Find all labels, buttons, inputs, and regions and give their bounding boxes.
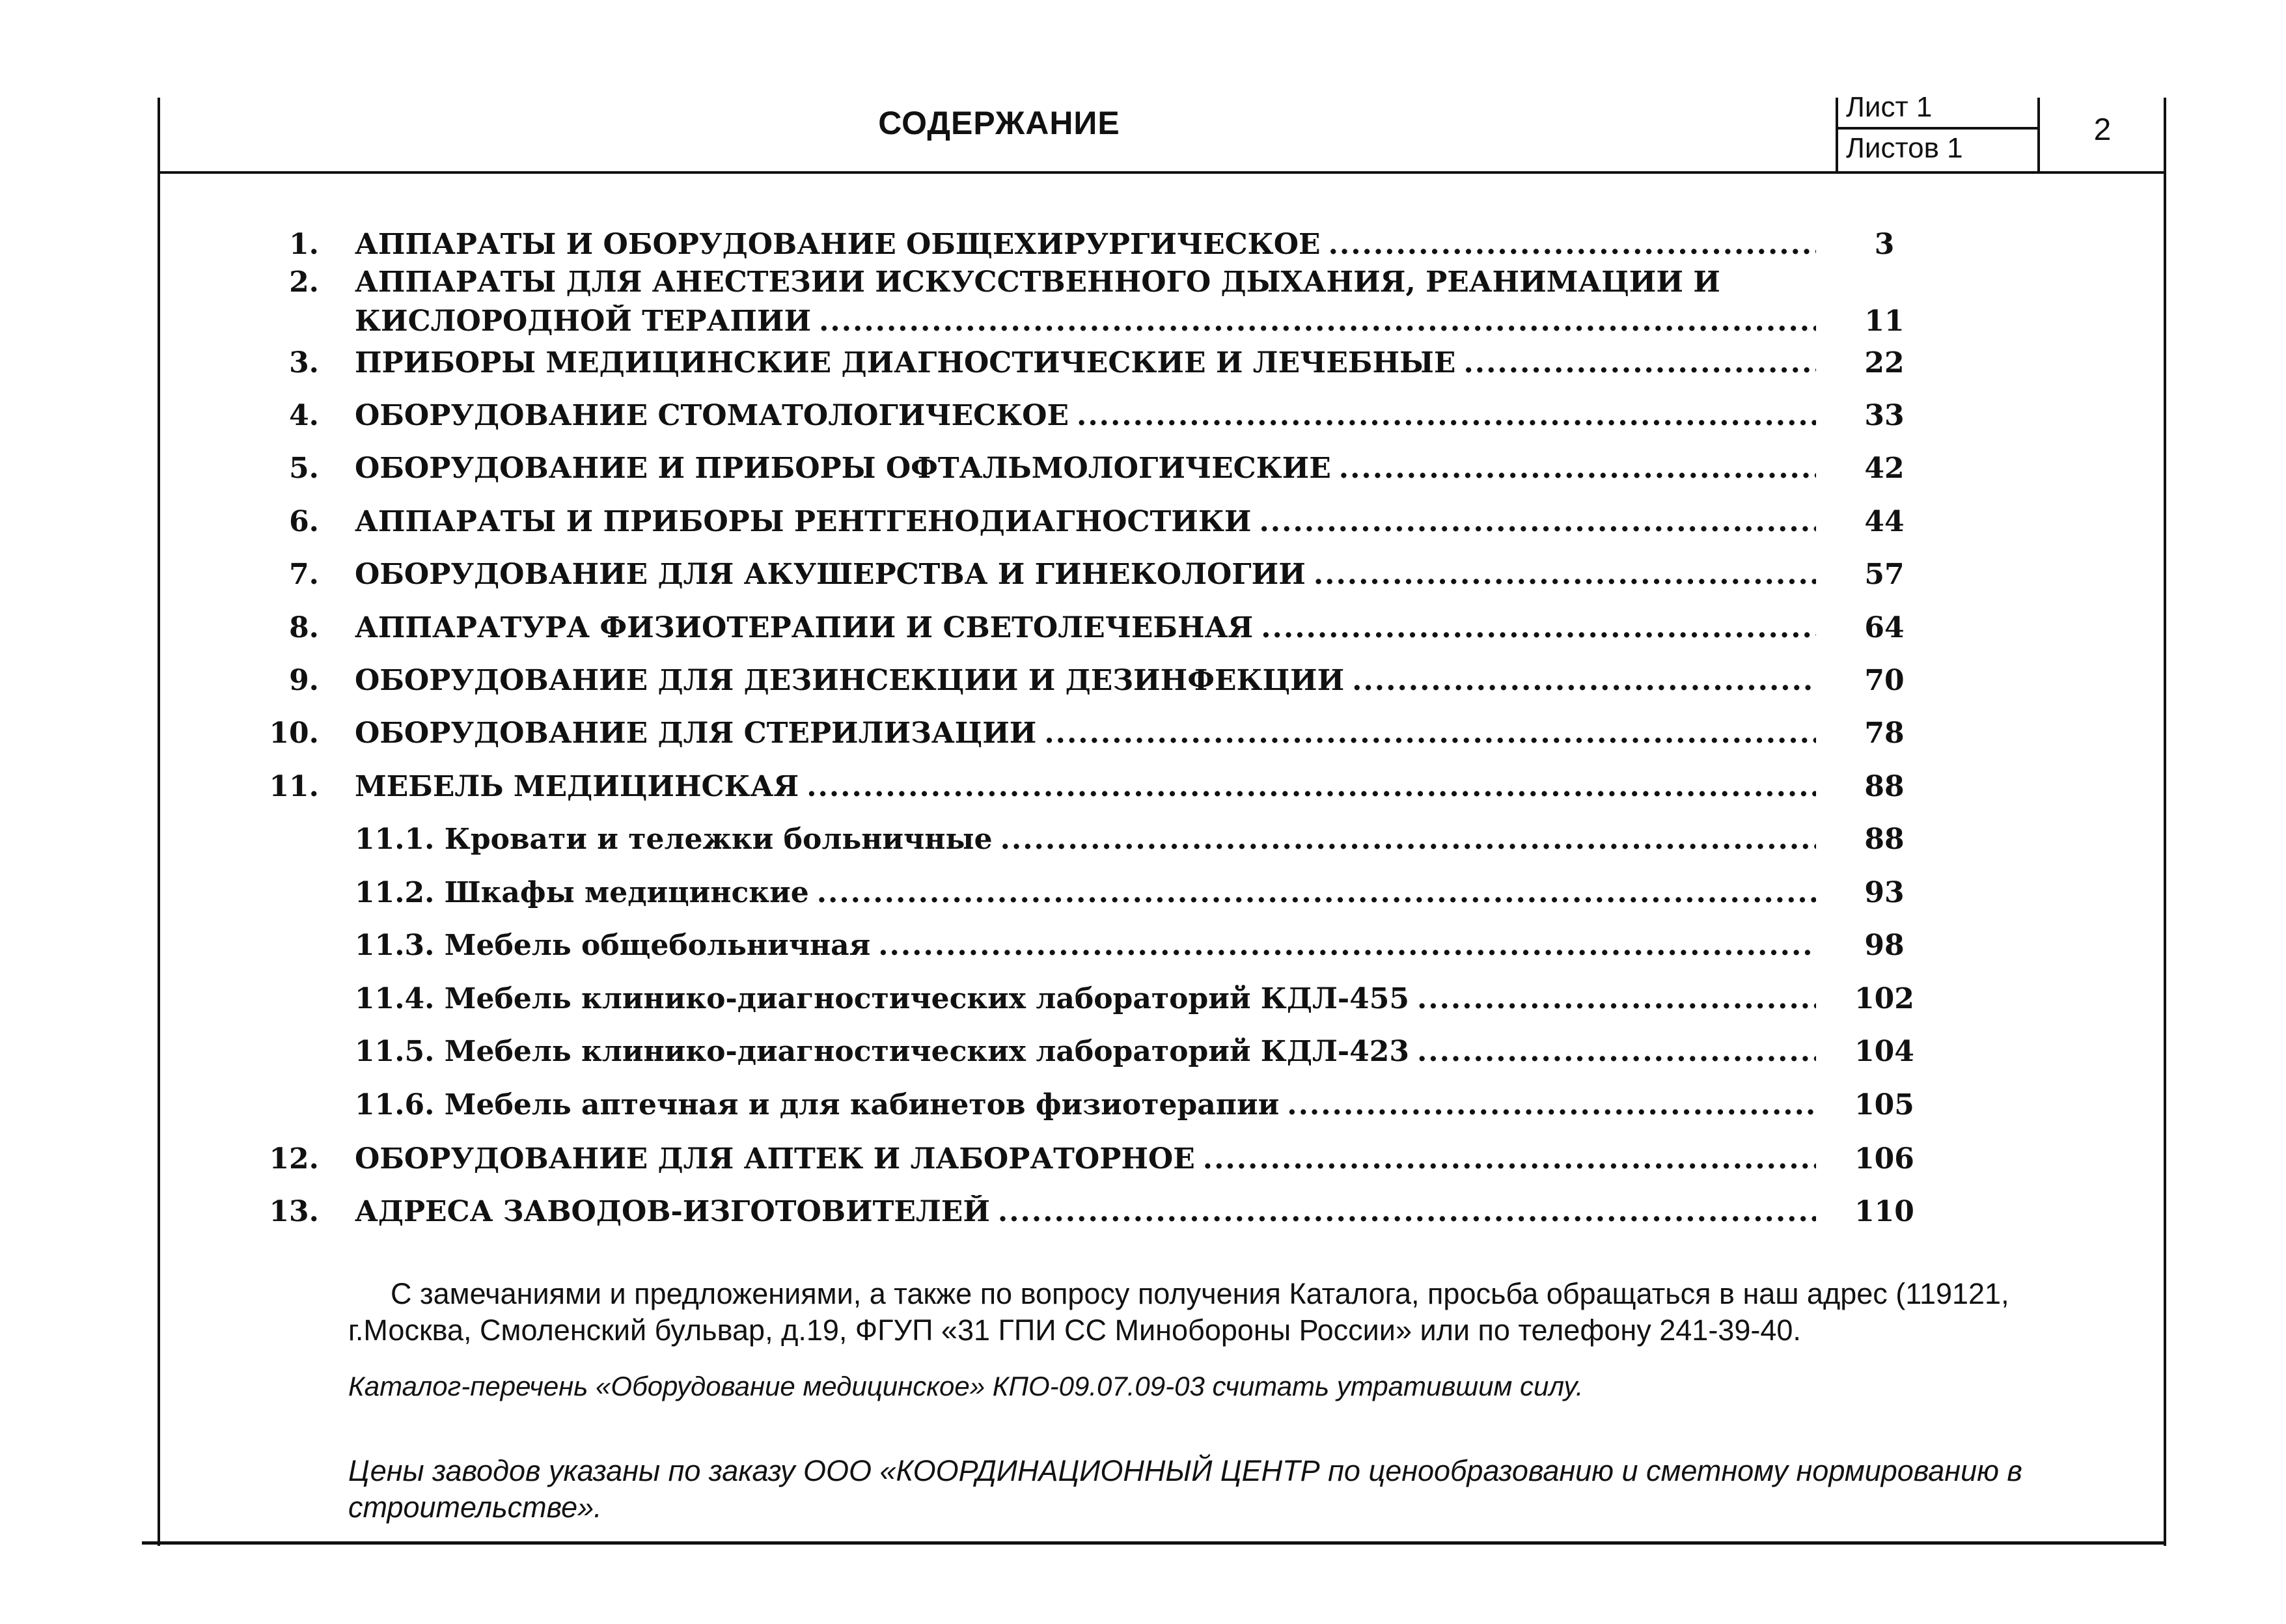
toc-item-title: ОБОРУДОВАНИЕ И ПРИБОРЫ ОФТАЛЬМОЛОГИЧЕСКИЕ — [355, 452, 1331, 485]
sheet-label: Лист 1 — [1846, 91, 1933, 123]
toc-item-page: 110 — [1854, 1195, 1914, 1228]
toc-item-title: ОБОРУДОВАНИЕ ДЛЯ АКУШЕРСТВА И ГИНЕКОЛОГИИ — [355, 558, 1306, 591]
toc-item-page: 98 — [1864, 929, 1905, 962]
toc-item-page: 70 — [1864, 664, 1905, 697]
toc-item-page: 88 — [1864, 823, 1905, 856]
toc-item-page: 22 — [1864, 346, 1905, 379]
toc-item-title: ОБОРУДОВАНИЕ СТОМАТОЛОГИЧЕСКОЕ — [355, 399, 1069, 432]
toc-item-2 — [247, 266, 1953, 350]
toc-item-6 — [247, 505, 1953, 551]
prices-note-line2: строительстве». — [348, 1491, 602, 1524]
dot-leader — [1203, 1142, 1816, 1176]
toc-item-9 — [247, 664, 1953, 709]
toc-item-title: МЕБЕЛЬ МЕДИЦИНСКАЯ — [355, 770, 799, 803]
toc-item-title: АППАРАТУРА ФИЗИОТЕРАПИИ И СВЕТОЛЕЧЕБНАЯ — [355, 611, 1254, 644]
toc-item-title: 11.2. Шкафы медицинские — [355, 876, 809, 909]
toc-item-title: 11.4. Мебель клинико-диагностических лабораторий КДЛ-455 — [355, 982, 1409, 1015]
toc-item-page: 104 — [1854, 1035, 1914, 1068]
toc-item-title: ОБОРУДОВАНИЕ ДЛЯ СТЕРИЛИЗАЦИИ — [355, 717, 1037, 750]
toc-item-title: ПРИБОРЫ МЕДИЦИНСКИЕ ДИАГНОСТИЧЕСКИЕ И ЛЕЧЕБНЫЕ — [355, 346, 1456, 379]
stamp-middle-divider — [1836, 127, 2039, 130]
toc-item-number: 13. — [269, 1195, 319, 1228]
dot-leader — [1314, 558, 1816, 591]
toc-item-number: 7. — [289, 558, 319, 591]
toc-item-4 — [247, 399, 1953, 445]
toc-item-title: АППАРАТЫ И ОБОРУДОВАНИЕ ОБЩЕХИРУРГИЧЕСКОЕ — [355, 228, 1321, 261]
dot-leader — [819, 305, 1816, 338]
toc-item-page: 102 — [1854, 982, 1914, 1015]
dot-leader — [1463, 346, 1816, 379]
toc-item-12 — [247, 1142, 1953, 1188]
dot-leader — [1261, 611, 1816, 644]
toc-item-number: 6. — [289, 505, 319, 538]
toc-subitem-11-1 — [247, 823, 1953, 868]
toc-item-title: 11.5. Мебель клинико-диагностических лабораторий КДЛ-423 — [355, 1035, 1409, 1068]
toc-item-page: 11 — [1864, 305, 1905, 338]
dot-leader — [1417, 982, 1816, 1015]
toc-item-page: 78 — [1864, 717, 1905, 750]
toc-item-page: 105 — [1854, 1088, 1914, 1122]
toc-item-page: 106 — [1854, 1142, 1914, 1176]
toc-subitem-11-5 — [247, 1035, 1953, 1080]
dot-leader — [1329, 228, 1816, 261]
prices-note-line1: Цены заводов указаны по заказу ООО «КООРДИНАЦИОННЫЙ ЦЕНТР по ценообразованию и сметному нормированию в — [348, 1454, 2022, 1487]
toc-item-title: 11.6. Мебель аптечная и для кабинетов физиотерапии — [355, 1088, 1280, 1122]
toc-subitem-11-2 — [247, 876, 1953, 922]
dot-leader — [817, 876, 1816, 909]
obsolete-catalog-note: Каталог-перечень «Оборудование медицинское» КПО-09.07.09-03 считать утратившим силу. — [348, 1371, 1584, 1401]
toc-item-page: 88 — [1864, 770, 1905, 803]
toc-item-page: 44 — [1864, 505, 1905, 538]
frame-bottom-border — [142, 1541, 2166, 1545]
toc-item-page: 64 — [1864, 611, 1905, 644]
toc-item-number: 10. — [269, 717, 319, 750]
dot-leader — [806, 770, 1816, 803]
toc-item-number: 1. — [289, 228, 319, 261]
page-number: 2 — [2093, 113, 2112, 147]
dot-leader — [1417, 1035, 1816, 1068]
toc-item-number: 8. — [289, 611, 319, 644]
toc-item-10 — [247, 717, 1953, 762]
dot-leader — [998, 1195, 1816, 1228]
page-title: СОДЕРЖАНИЕ — [878, 105, 1120, 141]
toc-item-number: 9. — [289, 664, 319, 697]
dot-leader — [1077, 399, 1816, 432]
contact-note-line1: С замечаниями и предложениями, а также по вопросу получения Каталога, просьба обращаться в наш адрес (119121, — [391, 1277, 2009, 1310]
dot-leader — [1339, 452, 1816, 485]
toc-item-title-line1: АППАРАТЫ ДЛЯ АНЕСТЕЗИИ ИСКУССТВЕННОГО ДЫХАНИЯ, РЕАНИМАЦИИ И — [355, 266, 1720, 299]
toc-item-7 — [247, 558, 1953, 603]
toc-item-11 — [247, 770, 1953, 816]
toc-item-page: 3 — [1874, 228, 1895, 261]
toc-item-title: 11.3. Мебель общебольничная — [355, 929, 871, 962]
toc-item-5 — [247, 452, 1953, 497]
dot-leader — [1352, 664, 1816, 697]
toc-item-3 — [247, 346, 1953, 392]
toc-item-page: 57 — [1864, 558, 1905, 591]
toc-item-number: 11. — [269, 770, 319, 803]
toc-subitem-11-3 — [247, 929, 1953, 974]
toc-item-number: 12. — [269, 1142, 319, 1176]
toc-item-title: ОБОРУДОВАНИЕ ДЛЯ АПТЕК И ЛАБОРАТОРНОЕ — [355, 1142, 1195, 1176]
frame-left-border — [158, 98, 160, 1546]
toc-item-page: 42 — [1864, 452, 1905, 485]
dot-leader — [878, 929, 1816, 962]
toc-item-title: АППАРАТЫ И ПРИБОРЫ РЕНТГЕНОДИАГНОСТИКИ — [355, 505, 1252, 538]
toc-item-title: 11.1. Кровати и тележки больничные — [355, 823, 993, 856]
toc-item-number: 4. — [289, 399, 319, 432]
toc-item-title: ОБОРУДОВАНИЕ ДЛЯ ДЕЗИНСЕКЦИИ И ДЕЗИНФЕКЦИИ — [355, 664, 1345, 697]
dot-leader — [1287, 1088, 1816, 1122]
sheets-count-label: Листов 1 — [1846, 132, 1963, 164]
contact-note-line2: г.Москва, Смоленский бульвар, д.19, ФГУП «31 ГПИ СС Минобороны России» или по телефону 241-39-40. — [348, 1314, 1801, 1347]
toc-subitem-11-4 — [247, 982, 1953, 1028]
toc-item-number: 5. — [289, 452, 319, 485]
toc-subitem-11-6 — [247, 1088, 1953, 1134]
frame-right-border — [2164, 98, 2166, 1546]
toc-item-8 — [247, 611, 1953, 657]
toc-item-page: 93 — [1864, 876, 1905, 909]
toc-item-number: 2. — [289, 266, 319, 299]
header-bottom-border — [158, 171, 2166, 174]
toc-item-title: АДРЕСА ЗАВОДОВ-ИЗГОТОВИТЕЛЕЙ — [355, 1195, 990, 1228]
toc-item-number: 3. — [289, 346, 319, 379]
dot-leader — [1000, 823, 1816, 856]
dot-leader — [1259, 505, 1816, 538]
dot-leader — [1044, 717, 1816, 750]
toc-item-title: КИСЛОРОДНОЙ ТЕРАПИИ — [355, 305, 812, 338]
toc-item-13 — [247, 1195, 1953, 1241]
toc-item-page: 33 — [1864, 399, 1905, 432]
